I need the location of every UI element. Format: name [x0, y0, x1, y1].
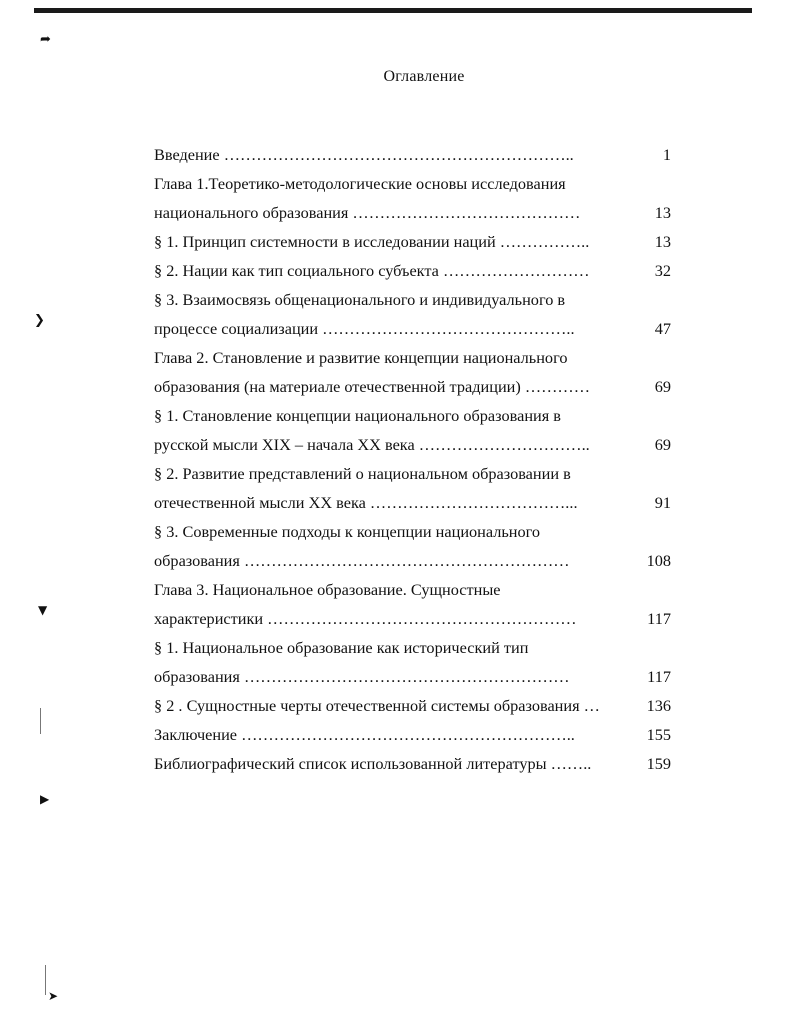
toc-entry-page: 117	[647, 609, 671, 628]
toc-entry-text: § 1. Становление концепции национального образования в	[154, 406, 561, 425]
top-border-rule	[34, 8, 752, 13]
toc-entry-page: 159	[646, 754, 671, 773]
toc-entry-text: образования ……………………………………………………	[154, 667, 570, 686]
toc-entry	[154, 604, 674, 633]
toc-entry-page: 108	[646, 551, 671, 570]
toc-entry-text: отечественной мысли XX века ………………………………...	[154, 493, 578, 512]
toc-entry	[154, 546, 674, 575]
toc-entry	[154, 314, 674, 343]
toc-entry-text: Заключение ……………………………………………………..	[154, 725, 575, 744]
toc-entry-text: Глава 3. Национальное образование. Сущностные	[154, 580, 501, 599]
toc-entry	[154, 459, 674, 488]
toc-entry-text: § 1. Национальное образование как исторический тип	[154, 638, 529, 657]
toc-entry-text: § 1. Принцип системности в исследовании наций ……………..	[154, 232, 590, 251]
scan-artifact-line	[45, 965, 46, 995]
toc-entry	[154, 401, 674, 430]
toc-entry	[154, 488, 674, 517]
toc-entry-page: 1	[662, 145, 671, 164]
toc-entry-text: образования (на материале отечественной традиции) …………	[154, 377, 590, 396]
scan-artifact-mark: ▶	[40, 792, 50, 806]
toc-entry-text: национального образования ……………………………………	[154, 203, 581, 222]
toc-entry-text: процессе социализации ………………………………………..	[154, 319, 575, 338]
toc-entry	[154, 662, 674, 691]
scan-artifact-line	[40, 708, 41, 734]
toc-entry	[154, 749, 674, 778]
toc-entry-text: Глава 1.Теоретико-методологические основы исследования	[154, 174, 566, 193]
toc-entry	[154, 256, 674, 285]
toc-entry-text: § 2. Развитие представлений о национальном образовании в	[154, 464, 571, 483]
toc-entry-page: 69	[654, 435, 671, 454]
toc-entry-page: 136	[646, 696, 671, 715]
toc-entry	[154, 285, 674, 314]
toc-entry	[154, 633, 674, 662]
toc-entry-page: 69	[654, 377, 671, 396]
toc-entry-page: 155	[646, 725, 671, 744]
toc-entry	[154, 343, 674, 372]
toc-entry-text: русской мысли XIX – начала XX века …………………………..	[154, 435, 590, 454]
toc-entry-page: 13	[654, 232, 671, 251]
toc-entry-text: § 2 . Сущностные черты отечественной системы образования …	[154, 696, 600, 715]
toc-entry-page: 117	[647, 667, 671, 686]
toc-entry-page: 32	[654, 261, 671, 280]
toc-entry-page: 91	[654, 493, 671, 512]
table-of-contents	[154, 140, 674, 778]
toc-entry	[154, 430, 674, 459]
scan-artifact-mark: ➦	[40, 32, 51, 47]
toc-entry-text: § 3. Современные подходы к концепции национального	[154, 522, 541, 541]
toc-entry	[154, 140, 674, 169]
toc-entry	[154, 720, 674, 749]
toc-entry	[154, 227, 674, 256]
toc-entry	[154, 198, 674, 227]
toc-entry-text: Введение ………………………………………………………..	[154, 145, 574, 164]
toc-entry	[154, 575, 674, 604]
toc-entry-text: Библиографический список использованной литературы ……..	[154, 754, 592, 773]
toc-entry-text: § 2. Нации как тип социального субъекта ………………………	[154, 261, 590, 280]
scan-artifact-mark: ▼	[38, 603, 48, 617]
toc-entry-text: образования ……………………………………………………	[154, 551, 570, 570]
toc-entry	[154, 372, 674, 401]
toc-entry-text: § 3. Взаимосвязь общенационального и индивидуального в	[154, 290, 566, 309]
toc-entry-page: 13	[654, 203, 671, 222]
toc-entry	[154, 517, 674, 546]
toc-entry	[154, 169, 674, 198]
scan-artifact-mark: ➤	[48, 989, 59, 1003]
scan-artifact-mark: ❯	[34, 313, 45, 328]
page-title: Оглавление	[383, 68, 465, 85]
toc-entry-text: Глава 2. Становление и развитие концепции национального	[154, 348, 568, 367]
toc-entry-text: характеристики …………………………………………………	[154, 609, 577, 628]
toc-entry	[154, 691, 674, 720]
toc-entry-page: 47	[654, 319, 671, 338]
